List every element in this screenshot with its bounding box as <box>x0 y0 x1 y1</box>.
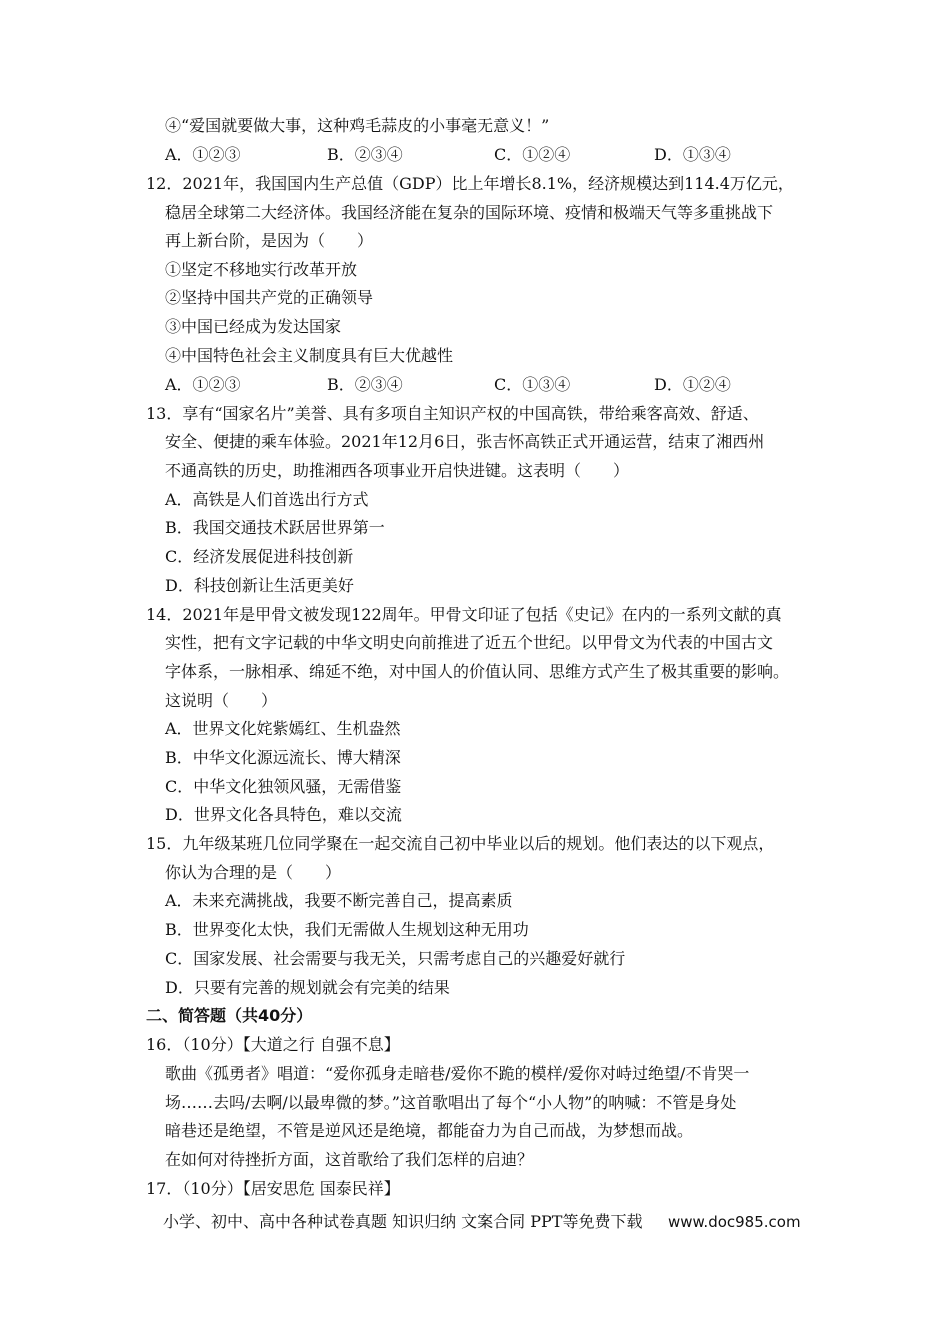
q14-choice-b: B．中华文化源远流长、博大精深 <box>165 748 401 767</box>
q12-stem-line-1: 12．2021年，我国国内生产总值（GDP）比上年增长8.1%，经济规模达到114.4万亿元， <box>146 174 794 193</box>
footer-url: www.doc985.com <box>668 1213 801 1231</box>
q15-choice-a: A．未来充满挑战，我要不断完善自己，提高素质 <box>165 891 513 910</box>
q12-option-b: B．②③④ <box>327 375 403 394</box>
q13-stem-line-3: 不通高铁的历史，助推湘西各项事业开启快进键。这表明（ ） <box>165 461 630 480</box>
q15-stem-line-2: 你认为合理的是（ ） <box>165 863 342 882</box>
q14-choice-a: A．世界文化姹紫嫣红、生机盎然 <box>165 719 401 738</box>
q12-stem-line-2: 稳居全球第二大经济体。我国经济能在复杂的国际环境、疫情和极端天气等多重挑战下 <box>165 203 774 222</box>
q13-choice-a: A．高铁是人们首选出行方式 <box>165 490 369 509</box>
q13-choice-b: B．我国交通技术跃居世界第一 <box>165 518 385 537</box>
section-heading: 二、简答题（共40分） <box>146 1006 313 1025</box>
q16-text-line-1: 歌曲《孤勇者》唱道：“爱你孤身走暗巷/爱你不跪的模样/爱你对峙过绝望/不肯哭一 <box>165 1064 750 1083</box>
q13-choice-d: D．科技创新让生活更美好 <box>165 576 354 595</box>
q17-title: 17．（10分）【居安思危 国泰民祥】 <box>146 1179 400 1198</box>
q12-option-d: D．①②④ <box>654 375 731 394</box>
q11-option-b: B．②③④ <box>327 145 403 164</box>
q13-stem-line-2: 安全、便捷的乘车体验。2021年12月6日，张吉怀高铁正式开通运营，结束了湘西州 <box>165 432 765 451</box>
q15-choice-b: B．世界变化太快，我们无需做人生规划这种无用功 <box>165 920 529 939</box>
q14-stem-line-1: 14．2021年是甲骨文被发现122周年。甲骨文印证了包括《史记》在内的一系列文献的真 <box>146 605 782 624</box>
q12-option-c: C．①③④ <box>494 375 571 394</box>
q12-stem-line-3: 再上新台阶，是因为（ ） <box>165 231 374 250</box>
q12-item-3: ③中国已经成为发达国家 <box>165 317 342 336</box>
q11-option-d: D．①③④ <box>654 145 731 164</box>
q11-option-a: A．①②③ <box>165 145 241 164</box>
q11-option-c: C．①②④ <box>494 145 571 164</box>
q15-stem-line-1: 15．九年级某班几位同学聚在一起交流自己初中毕业以后的规划。他们表达的以下观点， <box>146 834 775 853</box>
q14-stem-line-3: 字体系，一脉相承、绵延不绝，对中国人的价值认同、思维方式产生了极其重要的影响。 <box>165 662 790 681</box>
footer-text: 小学、初中、高中各种试卷真题 知识归纳 文案合同 PPT等免费下载 <box>163 1212 643 1231</box>
q16-text-line-3: 暗巷还是绝望，不管是逆风还是绝境，都能奋力为自己而战，为梦想而战。 <box>165 1121 694 1140</box>
q16-question: 在如何对待挫折方面，这首歌给了我们怎样的启迪？ <box>165 1150 534 1169</box>
q14-choice-d: D．世界文化各具特色，难以交流 <box>165 805 402 824</box>
q12-option-a: A．①②③ <box>165 375 241 394</box>
q12-item-1: ①坚定不移地实行改革开放 <box>165 260 358 279</box>
q14-choice-c: C．中华文化独领风骚，无需借鉴 <box>165 777 402 796</box>
q11-item-4: ④“爱国就要做大事，这种鸡毛蒜皮的小事毫无意义！” <box>165 116 550 135</box>
q16-text-line-2: 场……去吗/去啊/以最卑微的梦。”这首歌唱出了每个“小人物”的呐喊：不管是身处 <box>165 1093 737 1112</box>
q15-choice-c: C．国家发展、社会需要与我无关，只需考虑自己的兴趣爱好就行 <box>165 949 626 968</box>
q15-choice-d: D．只要有完善的规划就会有完美的结果 <box>165 978 450 997</box>
q14-stem-line-2: 实性，把有文字记载的中华文明史向前推进了近五个世纪。以甲骨文为代表的中国古文 <box>165 633 774 652</box>
q14-stem-line-4: 这说明（ ） <box>165 691 278 710</box>
q16-title: 16．（10分）【大道之行 自强不息】 <box>146 1035 400 1054</box>
q12-item-4: ④中国特色社会主义制度具有巨大优越性 <box>165 346 454 365</box>
q13-stem-line-1: 13．享有“国家名片”美誉、具有多项自主知识产权的中国高铁，带给乘客高效、舒适、 <box>146 404 759 423</box>
q12-item-2: ②坚持中国共产党的正确领导 <box>165 288 374 307</box>
q13-choice-c: C．经济发展促进科技创新 <box>165 547 354 566</box>
